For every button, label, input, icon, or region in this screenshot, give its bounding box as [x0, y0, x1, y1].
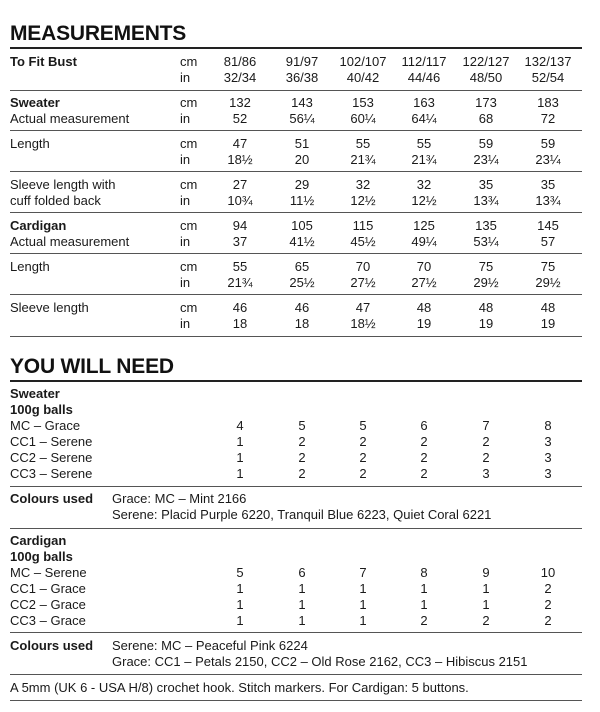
measurement-cell: 52/54	[531, 70, 565, 85]
measurement-cell: 94	[232, 218, 248, 233]
measurement-cell: 60¼	[350, 111, 376, 126]
ball-count-cell: 2	[482, 450, 490, 465]
yarn-row-label: CC2 – Serene	[10, 450, 93, 465]
measurement-cell: 18½	[227, 152, 253, 167]
divider	[10, 47, 582, 49]
measurement-cell: 45½	[350, 234, 376, 249]
ball-count-cell: 5	[359, 418, 367, 433]
measurement-cell: 153	[352, 95, 374, 110]
ball-count-cell: 1	[236, 613, 244, 628]
measurement-cell: 12½	[350, 193, 376, 208]
unit-cm: cm	[180, 136, 198, 151]
measurement-cell: 48/50	[469, 70, 503, 85]
measurement-cell: 41½	[289, 234, 315, 249]
ball-count-cell: 2	[544, 581, 552, 596]
measurement-cell: 29	[294, 177, 310, 192]
measurement-cell: 47	[355, 300, 371, 315]
measurement-cell: 48	[478, 300, 494, 315]
ball-count-cell: 2	[420, 613, 428, 628]
sweater-sleeve-label: Sleeve length with	[10, 177, 116, 192]
ball-count-cell: 1	[298, 613, 306, 628]
sweater-sleeve-label-2: cuff folded back	[10, 193, 101, 208]
ball-count-cell: 6	[298, 565, 306, 580]
measurement-cell: 21¾	[350, 152, 376, 167]
measurement-cell: 23¼	[535, 152, 561, 167]
measurement-cell: 125	[413, 218, 435, 233]
measurement-cell: 46	[294, 300, 310, 315]
cardigan-colours-label: Colours used	[10, 638, 94, 653]
ball-count-cell: 3	[544, 450, 552, 465]
ball-count-cell: 3	[482, 466, 490, 481]
ball-count-cell: 8	[544, 418, 552, 433]
measurement-cell: 19	[416, 316, 432, 331]
sweater-colours-line2: Serene: Placid Purple 6220, Tranquil Blue 6223, Quiet Coral 6221	[112, 507, 492, 522]
measurement-cell: 46	[232, 300, 248, 315]
ball-count-cell: 4	[236, 418, 244, 433]
ball-count-cell: 1	[236, 581, 244, 596]
measurement-cell: 13¾	[535, 193, 561, 208]
measurement-cell: 21¾	[411, 152, 437, 167]
divider	[10, 130, 582, 131]
need-sweater-label: Sweater	[10, 386, 60, 401]
divider	[10, 212, 582, 213]
ball-count-cell: 2	[544, 597, 552, 612]
measurement-cell: 40/42	[346, 70, 380, 85]
divider	[10, 380, 582, 382]
sweater-colours-line1: Grace: MC – Mint 2166	[112, 491, 247, 506]
yarn-row-label: MC – Grace	[10, 418, 81, 433]
divider	[10, 528, 582, 529]
unit-cm: cm	[180, 300, 198, 315]
measurement-cell: 49¼	[411, 234, 437, 249]
yarn-row-label: CC1 – Grace	[10, 581, 86, 596]
cardigan-label: Cardigan	[10, 218, 67, 233]
measurement-cell: 75	[540, 259, 556, 274]
measurement-cell: 57	[540, 234, 556, 249]
measurement-cell: 19	[540, 316, 556, 331]
measurement-cell: 12½	[411, 193, 437, 208]
measurement-cell: 29½	[535, 275, 561, 290]
ball-count-cell: 1	[236, 450, 244, 465]
yarn-row-label: CC3 – Serene	[10, 466, 93, 481]
tools-note: A 5mm (UK 6 - USA H/8) crochet hook. Stitch markers. For Cardigan: 5 buttons.	[10, 680, 469, 695]
measurement-cell: 18½	[350, 316, 376, 331]
unit-cm: cm	[180, 218, 198, 233]
measurement-cell: 72	[540, 111, 556, 126]
ball-count-cell: 7	[359, 565, 367, 580]
sweater-label: Sweater	[10, 95, 60, 110]
measurement-cell: 132	[229, 95, 251, 110]
measurement-cell: 105	[291, 218, 313, 233]
unit-in: in	[180, 275, 191, 290]
measurement-cell: 21¾	[227, 275, 253, 290]
yarn-row-label: CC2 – Grace	[10, 597, 86, 612]
ball-count-cell: 2	[359, 450, 367, 465]
unit-cm: cm	[180, 259, 198, 274]
cardigan-colours-line2: Grace: CC1 – Petals 2150, CC2 – Old Rose 2162, CC3 – Hibiscus 2151	[112, 654, 528, 669]
ball-count-cell: 2	[420, 466, 428, 481]
cardigan-actual-label: Actual measurement	[10, 234, 130, 249]
measurement-cell: 52	[232, 111, 248, 126]
yarn-row-label: MC – Serene	[10, 565, 87, 580]
measurement-cell: 11½	[289, 193, 315, 208]
divider	[10, 674, 582, 675]
measurement-cell: 27	[232, 177, 248, 192]
ball-count-cell: 2	[482, 613, 490, 628]
measurement-cell: 25½	[289, 275, 315, 290]
measurement-cell: 27½	[350, 275, 376, 290]
you-will-need-title: YOU WILL NEED	[10, 355, 174, 378]
ball-count-cell: 1	[359, 581, 367, 596]
need-sweater-balls-label: 100g balls	[10, 402, 73, 417]
ball-count-cell: 1	[298, 581, 306, 596]
need-cardigan-balls-label: 100g balls	[10, 549, 73, 564]
ball-count-cell: 1	[359, 613, 367, 628]
measurement-cell: 48	[540, 300, 556, 315]
measurement-cell: 51	[294, 136, 310, 151]
measurement-cell: 32/34	[223, 70, 257, 85]
measurement-cell: 115	[352, 218, 374, 233]
measurement-cell: 56¼	[289, 111, 315, 126]
measurement-cell: 163	[413, 95, 435, 110]
measurement-cell: 10¾	[227, 193, 253, 208]
divider	[10, 336, 582, 337]
measurement-cell: 19	[478, 316, 494, 331]
unit-in: in	[180, 111, 191, 126]
measurement-cell: 47	[232, 136, 248, 151]
measurement-cell: 143	[291, 95, 313, 110]
unit-in: in	[180, 70, 191, 85]
ball-count-cell: 2	[544, 613, 552, 628]
ball-count-cell: 1	[420, 581, 428, 596]
measurement-cell: 81/86	[223, 54, 257, 69]
measurement-cell: 36/38	[285, 70, 319, 85]
divider	[10, 294, 582, 295]
ball-count-cell: 2	[359, 466, 367, 481]
ball-count-cell: 1	[359, 597, 367, 612]
ball-count-cell: 7	[482, 418, 490, 433]
measurement-cell: 35	[478, 177, 494, 192]
divider	[10, 90, 582, 91]
unit-in: in	[180, 316, 191, 331]
measurement-cell: 65	[294, 259, 310, 274]
measurement-cell: 53¼	[473, 234, 499, 249]
to-fit-bust-label: To Fit Bust	[10, 54, 77, 69]
measurement-cell: 13¾	[473, 193, 499, 208]
ball-count-cell: 1	[482, 597, 490, 612]
measurement-cell: 59	[540, 136, 556, 151]
divider	[10, 171, 582, 172]
measurement-cell: 55	[355, 136, 371, 151]
ball-count-cell: 3	[544, 466, 552, 481]
ball-count-cell: 1	[236, 434, 244, 449]
measurement-cell: 122/127	[462, 54, 510, 69]
need-cardigan-label: Cardigan	[10, 533, 67, 548]
measurement-cell: 70	[416, 259, 432, 274]
ball-count-cell: 1	[298, 597, 306, 612]
measurement-cell: 35	[540, 177, 556, 192]
unit-in: in	[180, 193, 191, 208]
ball-count-cell: 10	[540, 565, 556, 580]
ball-count-cell: 5	[236, 565, 244, 580]
measurement-cell: 173	[475, 95, 497, 110]
measurement-cell: 102/107	[339, 54, 387, 69]
measurement-cell: 70	[355, 259, 371, 274]
unit-in: in	[180, 234, 191, 249]
sweater-length-label: Length	[10, 136, 50, 151]
measurement-cell: 55	[416, 136, 432, 151]
measurement-cell: 68	[478, 111, 494, 126]
ball-count-cell: 8	[420, 565, 428, 580]
sweater-actual-label: Actual measurement	[10, 111, 130, 126]
divider	[10, 486, 582, 487]
measurement-cell: 75	[478, 259, 494, 274]
ball-count-cell: 2	[420, 450, 428, 465]
unit-cm: cm	[180, 95, 198, 110]
divider	[10, 700, 582, 701]
unit-cm: cm	[180, 177, 198, 192]
ball-count-cell: 2	[359, 434, 367, 449]
measurement-cell: 55	[232, 259, 248, 274]
unit-in: in	[180, 152, 191, 167]
ball-count-cell: 2	[298, 434, 306, 449]
measurement-cell: 32	[416, 177, 432, 192]
measurement-cell: 32	[355, 177, 371, 192]
yarn-row-label: CC3 – Grace	[10, 613, 86, 628]
measurement-cell: 183	[537, 95, 559, 110]
measurement-cell: 64¼	[411, 111, 437, 126]
ball-count-cell: 2	[420, 434, 428, 449]
ball-count-cell: 5	[298, 418, 306, 433]
ball-count-cell: 9	[482, 565, 490, 580]
ball-count-cell: 2	[298, 466, 306, 481]
ball-count-cell: 1	[236, 597, 244, 612]
sweater-colours-label: Colours used	[10, 491, 94, 506]
measurement-cell: 44/46	[407, 70, 441, 85]
measurement-cell: 112/117	[401, 54, 447, 69]
ball-count-cell: 3	[544, 434, 552, 449]
yarn-row-label: CC1 – Serene	[10, 434, 93, 449]
measurement-cell: 135	[475, 218, 497, 233]
measurement-cell: 18	[294, 316, 310, 331]
ball-count-cell: 1	[420, 597, 428, 612]
measurement-cell: 18	[232, 316, 248, 331]
measurement-cell: 37	[232, 234, 248, 249]
ball-count-cell: 2	[298, 450, 306, 465]
measurement-cell: 20	[294, 152, 310, 167]
measurement-cell: 91/97	[285, 54, 319, 69]
divider	[10, 253, 582, 254]
divider	[10, 632, 582, 633]
ball-count-cell: 1	[482, 581, 490, 596]
measurement-cell: 27½	[411, 275, 437, 290]
measurement-cell: 23¼	[473, 152, 499, 167]
cardigan-length-label: Length	[10, 259, 50, 274]
cardigan-colours-line1: Serene: MC – Peaceful Pink 6224	[112, 638, 308, 653]
measurement-cell: 48	[416, 300, 432, 315]
measurement-cell: 59	[478, 136, 494, 151]
ball-count-cell: 2	[482, 434, 490, 449]
measurement-cell: 145	[537, 218, 559, 233]
cardigan-sleeve-label: Sleeve length	[10, 300, 89, 315]
ball-count-cell: 6	[420, 418, 428, 433]
ball-count-cell: 1	[236, 466, 244, 481]
unit-cm: cm	[180, 54, 198, 69]
measurement-cell: 29½	[473, 275, 499, 290]
measurements-title: MEASUREMENTS	[10, 22, 187, 45]
measurement-cell: 132/137	[524, 54, 572, 69]
